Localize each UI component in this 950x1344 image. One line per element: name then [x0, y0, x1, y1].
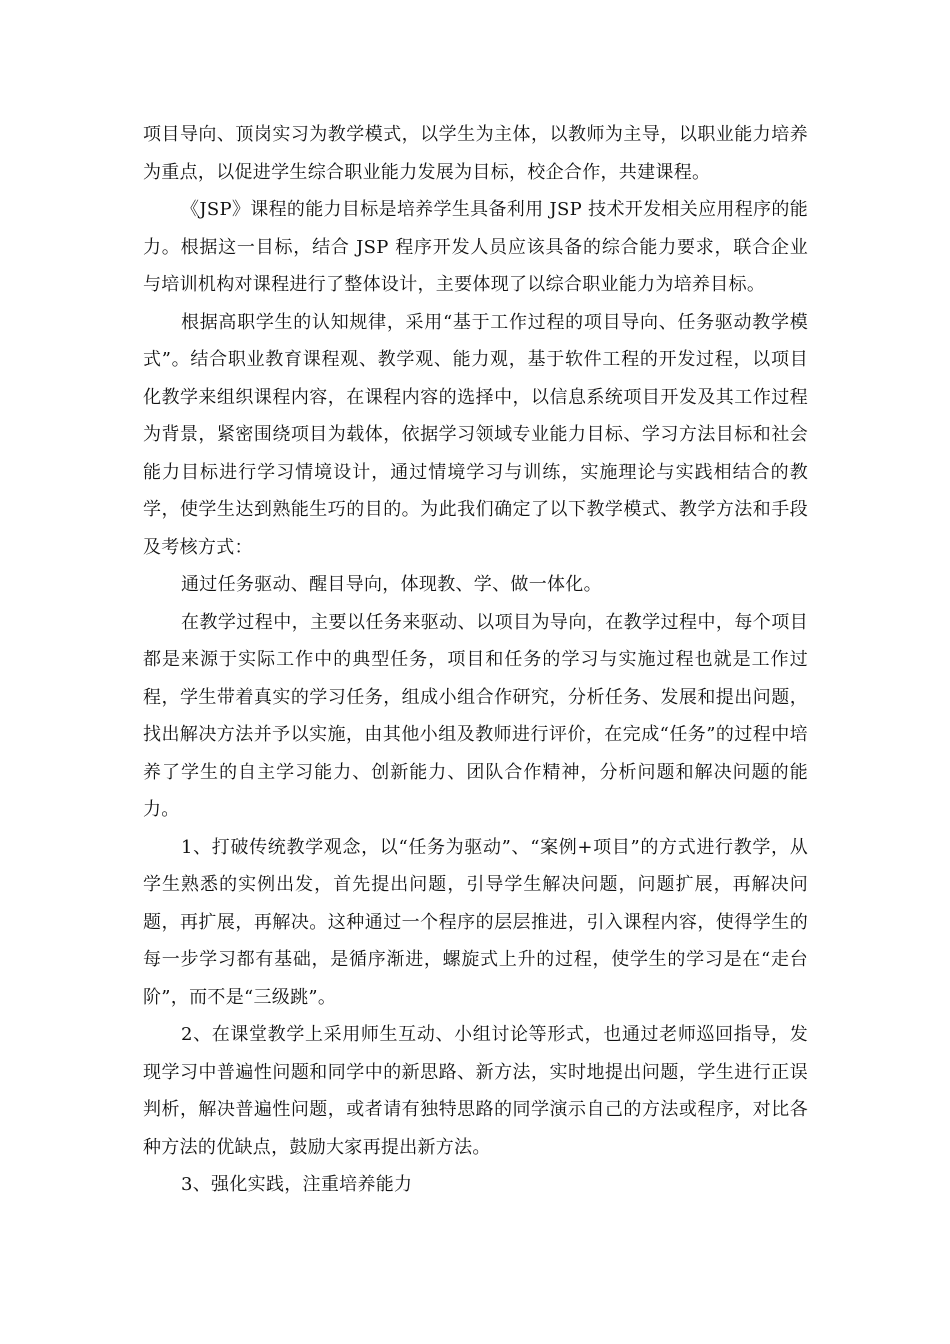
document-page: [143, 116, 808, 1204]
paragraph-1: 项目导向、顶岗实习为教学模式，以学生为主体，以教师为主导，以职业能力培养为重点，以促进学生综合职业能力发展为目标，校企合作，共建课程。: [143, 124, 808, 183]
paragraph-7: 2、在课堂教学上采用师生互动、小组讨论等形式，也通过老师巡回指导，发现学习中普遍性问题和同学中的新思路、新方法，实时地提出问题，学生进行正误判析，解决普遍性问题，或者请有独特思路的同学演示自己的方法或程序，对比各种方法的优缺点，鼓励大家再提出新方法。: [143, 1024, 808, 1158]
paragraph-5: 在教学过程中，主要以任务来驱动、以项目为导向，在教学过程中，每个项目都是来源于实际工作中的典型任务，项目和任务的学习与实施过程也就是工作过程，学生带着真实的学习任务，组成小组合作研究，分析任务、发展和提出问题，找出解决方法并予以实施，由其他小组及教师进行评价，在完成“任务”的过程中培养了学生的自主学习能力、创新能力、团队合作精神，分析问题和解决问题的能力。: [143, 611, 808, 820]
paragraph-2: 《JSP》课程的能力目标是培养学生具备利用 JSP 技术开发相关应用程序的能力。根据这一目标，结合 JSP 程序开发人员应该具备的综合能力要求，联合企业与培训机构对课程进行了整体设计，主要体现了以综合职业能力为培养目标。: [143, 199, 808, 295]
paragraph-8: 3、强化实践，注重培养能力: [181, 1174, 413, 1195]
paragraph-3: 根据高职学生的认知规律，采用“基于工作过程的项目导向、任务驱动教学模式”。结合职业教育课程观、教学观、能力观，基于软件工程的开发过程，以项目化教学来组织课程内容，在课程内容的选择中，以信息系统项目开发及其工作过程为背景，紧密围绕项目为载体，依据学习领域专业能力目标、学习方法目标和社会能力目标进行学习情境设计，通过情境学习与训练，实施理论与实践相结合的教学，使学生达到熟能生巧的目的。为此我们确定了以下教学模式、教学方法和手段及考核方式：: [143, 311, 808, 558]
paragraph-4: 通过任务驱动、醒目导向，体现教、学、做一体化。: [181, 574, 602, 595]
paragraph-6: 1、打破传统教学观念，以“任务为驱动”、“案例+项目”的方式进行教学，从学生熟悉的实例出发，首先提出问题，引导学生解决问题，问题扩展，再解决问题，再扩展，再解决。这种通过一个程序的层层推进，引入课程内容，使得学生的每一步学习都有基础，是循序渐进，螺旋式上升的过程，使学生的学习是在“走台阶”，而不是“三级跳”。: [143, 836, 808, 1008]
